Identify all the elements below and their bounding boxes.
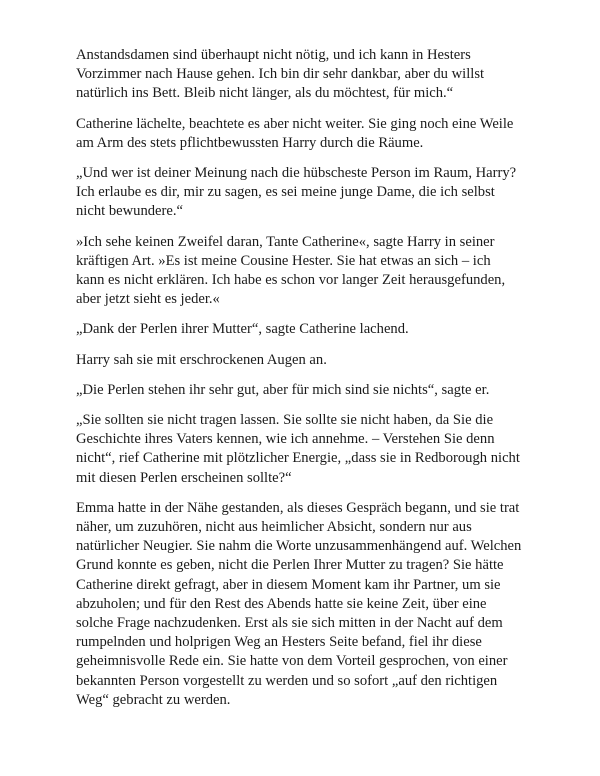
paragraph-6: Harry sah sie mit erschrockenen Augen an. [76,351,327,368]
paragraph-4: »Ich sehe keinen Zweifel daran, Tante Catherine«, sagte Harry in seiner kräftigen Art. »Es ist meine Cousine Hester. Sie hat etwas an sich – ich kann es nicht erklären. Ich habe es schon vor langer Zeit herausgefunden, aber jetzt sieht es jeder.« [76,233,506,308]
paragraph-2: Catherine lächelte, beachtete es aber nicht weiter. Sie ging noch eine Weile am Arm des stets pflichtbewussten Harry durch die Räume. [76,115,514,151]
paragraph-7: „Die Perlen stehen ihr sehr gut, aber für mich sind sie nichts“, sagte er. [76,381,490,398]
paragraph-8: „Sie sollten sie nicht tragen lassen. Sie sollte sie nicht haben, da Sie die Geschichte ihres Vaters kennen, wie ich annehme. – Verstehen Sie denn nicht“, rief Catherine mit plötzlicher Energie, „dass sie in Redborough nicht mit diesen Perlen erscheinen sollte?“ [76,412,520,486]
paragraph-9: Emma hatte in der Nähe gestanden, als dieses Gespräch begann, und sie trat näher, um zuzuhören, nicht aus heimlicher Absicht, sondern nur aus natürlicher Neugier. Sie nahm die Worte unzusammenhängend auf. Welchen Grund konnte es geben, nicht die Perlen Ihrer Mutter zu tragen? Sie hätte Catherine direkt gefragt, aber in diesem Moment kam ihr Partner, um sie abzuholen; und für den Rest des Abends hatte sie keine Zeit, über eine solche Frage nachzudenken. Erst als sie sich mitten in der Nacht auf dem rumpelnden und holprigen Weg an Hesters Seite befand, fiel ihr diese geheimnisvolle Rede ein. Sie hatte von dem Vorteil gesprochen, von einer bekannten Person vorgestellt zu werden und so sofort „auf den richtigen Weg“ gebracht zu werden. [76,499,522,708]
paragraph-5: „Dank der Perlen ihrer Mutter“, sagte Catherine lachend. [76,321,409,338]
paragraph-1: Anstandsdamen sind überhaupt nicht nötig, und ich kann in Hesters Vorzimmer nach Hause gehen. Ich bin dir sehr dankbar, aber du willst natürlich ins Bett. Bleib nicht länger, als du möchtest, für mich.“ [76,47,485,102]
paragraph-3: „Und wer ist deiner Meinung nach die hübscheste Person im Raum, Harry? Ich erlaube es dir, mir zu sagen, es sei meine junge Dame, die ich selbst nicht bewundere.“ [76,165,517,220]
document-page [76,46,546,721]
